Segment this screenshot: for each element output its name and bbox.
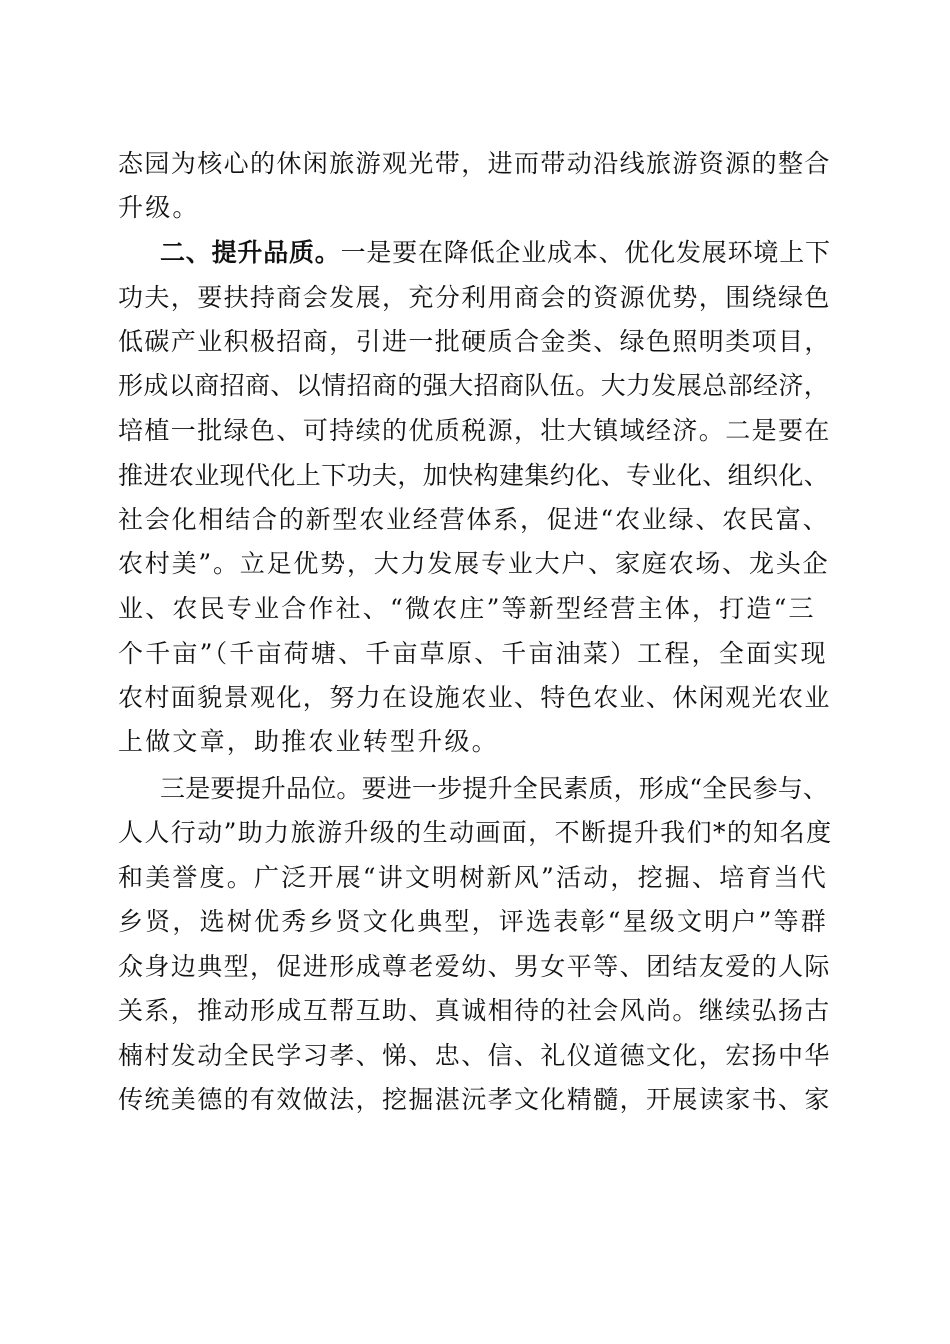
paragraph-2-line-1 — [160, 235, 831, 271]
paragraph-2-line-2: 功夫，要扶持商会发展，充分利用商会的资源优势，围绕绿色 — [118, 283, 831, 312]
paragraph-2-line-11: 农村面貌景观化，努力在设施农业、特色农业、休闲观光农业 — [118, 683, 831, 712]
paragraph-3-line-5: 众身边典型，促进形成尊老爱幼、男女平等、团结友爱的人际 — [118, 952, 831, 981]
section-heading: 二、提升品质。 — [160, 238, 341, 267]
paragraph-2-line-7: 社会化相结合的新型农业经营体系，促进“农业绿、农民富、 — [118, 505, 830, 534]
paragraph-3-line-2: 人人行动”助力旅游升级的生动画面，不断提升我们*的知名度 — [118, 818, 833, 847]
paragraph-3-line-4: 乡贤，选树优秀乡贤文化典型，评选表彰“星级文明户”等群 — [118, 907, 828, 936]
paragraph-2-line-9: 业、农民专业合作社、“微农庄”等新型经营主体，打造“三 — [118, 594, 816, 623]
paragraph-2-line-12: 上做文章，助推农业转型升级。 — [118, 727, 499, 756]
paragraph-2-line-10: 个千亩”（千亩荷塘、千亩草原、千亩油菜）工程，全面实现 — [118, 639, 828, 668]
paragraph-2-line-5: 培植一批绿色、可持续的优质税源，壮大镇域经济。二是要在 — [118, 416, 831, 445]
paragraph-3-line-7: 楠村发动全民学习孝、悌、忠、信、礼仪道德文化，宏扬中华 — [118, 1041, 831, 1070]
paragraph-2-line-8: 农村美”。立足优势，大力发展专业大户、家庭农场、龙头企 — [118, 549, 830, 578]
paragraph-3-line-8: 传统美德的有效做法，挖掘湛沅孝文化精髓，开展读家书、家 — [118, 1085, 831, 1114]
paragraph-3-line-3: 和美誉度。广泛开展“讲文明树新风”活动，挖掘、培育当代 — [118, 863, 828, 892]
paragraph-3-line-6: 关系，推动形成互帮互助、真诚相待的社会风尚。继续弘扬古 — [118, 996, 831, 1025]
paragraph-2-line-3: 低碳产业积极招商，引进一批硬质合金类、绿色照明类项目， — [118, 327, 831, 356]
paragraph-1-line-2: 升级。 — [118, 193, 200, 222]
paragraph-3-line-1: 三是要提升品位。要进一步提升全民素质，形成“全民参与、 — [160, 774, 829, 803]
paragraph-2-line-4: 形成以商招商、以情招商的强大招商队伍。大力发展总部经济， — [118, 371, 830, 400]
paragraph-1-line-1: 态园为核心的休闲旅游观光带，进而带动沿线旅游资源的整合 — [118, 149, 831, 178]
paragraph-2-line-1-text: 一是要在降低企业成本、优化发展环境上下 — [340, 238, 831, 267]
paragraph-2-line-6: 推进农业现代化上下功夫，加快构建集约化、专业化、组织化、 — [118, 461, 830, 490]
